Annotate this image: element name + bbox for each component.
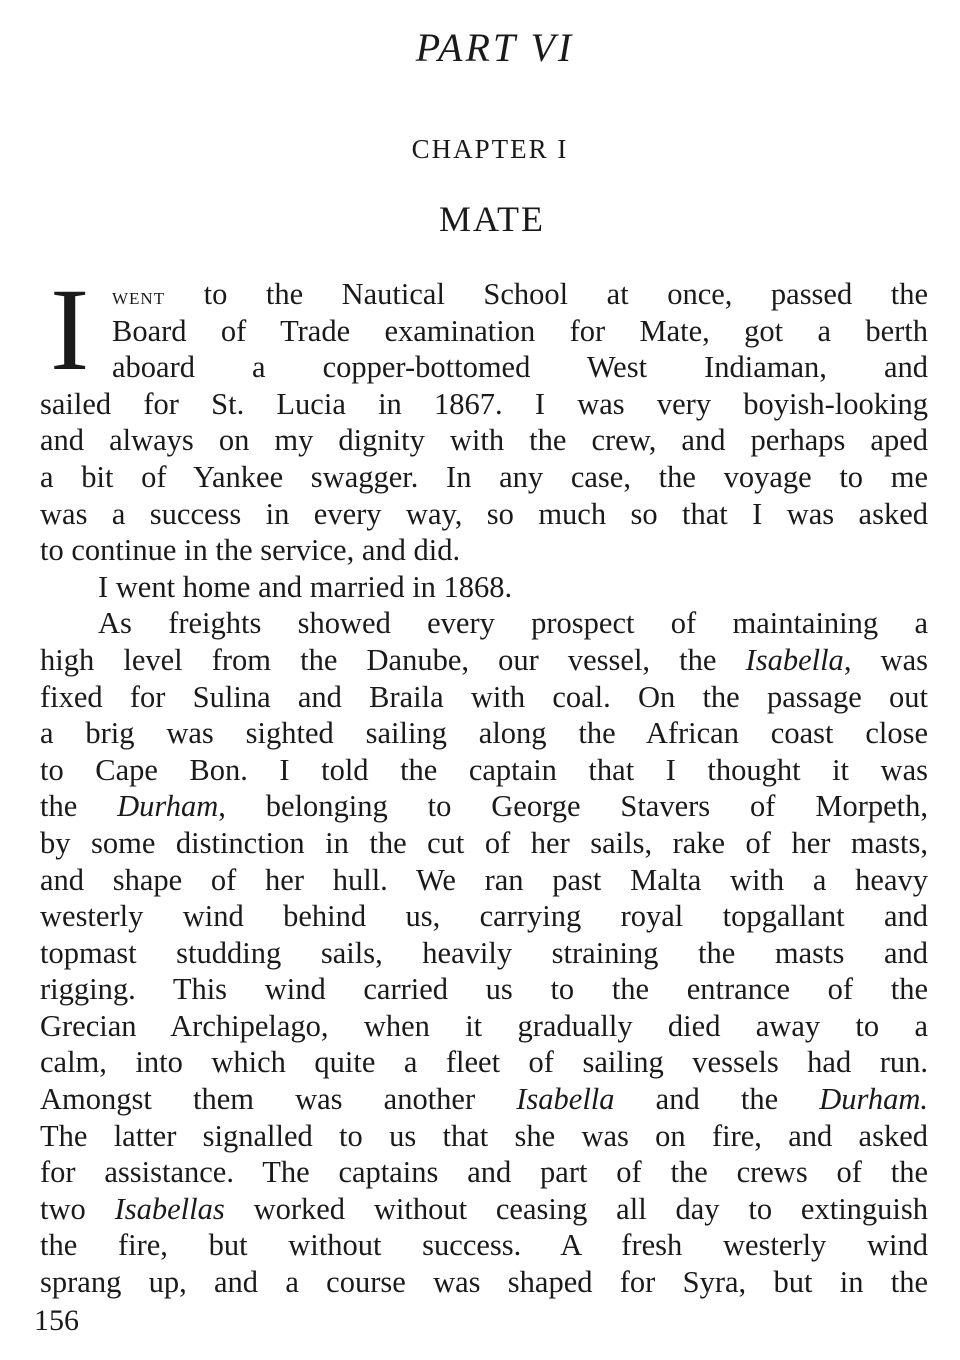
text-line: by some distinction in the cut of her sails, rake of her masts,	[40, 825, 928, 860]
text-line: calm, into which quite a fleet of sailing vessels had run.	[40, 1045, 928, 1080]
text-line: and always on my dignity with the crew, and perhaps aped	[40, 423, 928, 458]
ship-name: Isabella	[745, 642, 844, 677]
text-line: aboard a copper-bottomed West Indiaman, and	[112, 350, 928, 385]
part-heading: PART VI	[415, 25, 575, 70]
text-line: high level from the Danube, our vessel, the Isabella, was	[40, 642, 928, 677]
text-line: sailed for St. Lucia in 1867. I was very boyish-looking	[40, 386, 928, 421]
ship-name: Isabella	[516, 1082, 615, 1117]
text-line: to Cape Bon. I told the captain that I thought it was	[40, 752, 928, 787]
chapter-title: MATE	[439, 199, 545, 239]
text-line: As freights showed every prospect of maintaining a	[98, 606, 928, 641]
text-line: a bit of Yankee swagger. In any case, the voyage to me	[40, 459, 928, 494]
text-line: Amongst them was another Isabella and the Durham.	[40, 1082, 928, 1117]
ship-name: Isabellas	[114, 1191, 225, 1226]
ship-name: Durham.	[819, 1082, 928, 1117]
text-line: the Durham, belonging to George Stavers of Morpeth,	[40, 789, 928, 824]
text-line: to continue in the service, and did.	[40, 533, 461, 568]
text-line: westerly wind behind us, carrying royal topgallant and	[40, 899, 928, 934]
text-line: The latter signalled to us that she was on fire, and asked	[40, 1118, 928, 1153]
text-line: went to the Nautical School at once, passed the	[112, 277, 928, 311]
text-line: two Isabellas worked without ceasing all day to extinguish	[40, 1191, 929, 1226]
page-number: 156	[34, 1304, 79, 1337]
body-text	[40, 264, 929, 1301]
text-line: I went home and married in 1868.	[98, 569, 513, 604]
text-line: Grecian Archipelago, when it gradually died away to a	[40, 1008, 928, 1043]
drop-cap: I	[50, 264, 90, 395]
text-line: a brig was sighted sailing along the African coast close	[40, 716, 928, 751]
text-line: topmast studding sails, heavily straining the masts and	[40, 935, 928, 970]
ship-name: Durham	[117, 789, 219, 824]
text-line: was a success in every way, so much so that I was asked	[40, 496, 928, 531]
text-line: the fire, but without success. A fresh westerly wind	[40, 1228, 928, 1263]
text-line: and shape of her hull. We ran past Malta with a heavy	[40, 862, 928, 897]
text-line: sprang up, and a course was shaped for Syra, but in the	[40, 1265, 928, 1300]
text-line: rigging. This wind carried us to the entrance of the	[40, 972, 928, 1007]
text-line: fixed for Sulina and Braila with coal. On the passage out	[40, 679, 928, 714]
text-line: for assistance. The captains and part of the crews of the	[40, 1155, 928, 1190]
text-line: Board of Trade examination for Mate, got a berth	[112, 313, 928, 348]
smallcaps-lead: went	[112, 284, 166, 310]
chapter-heading: CHAPTER I	[411, 134, 569, 164]
